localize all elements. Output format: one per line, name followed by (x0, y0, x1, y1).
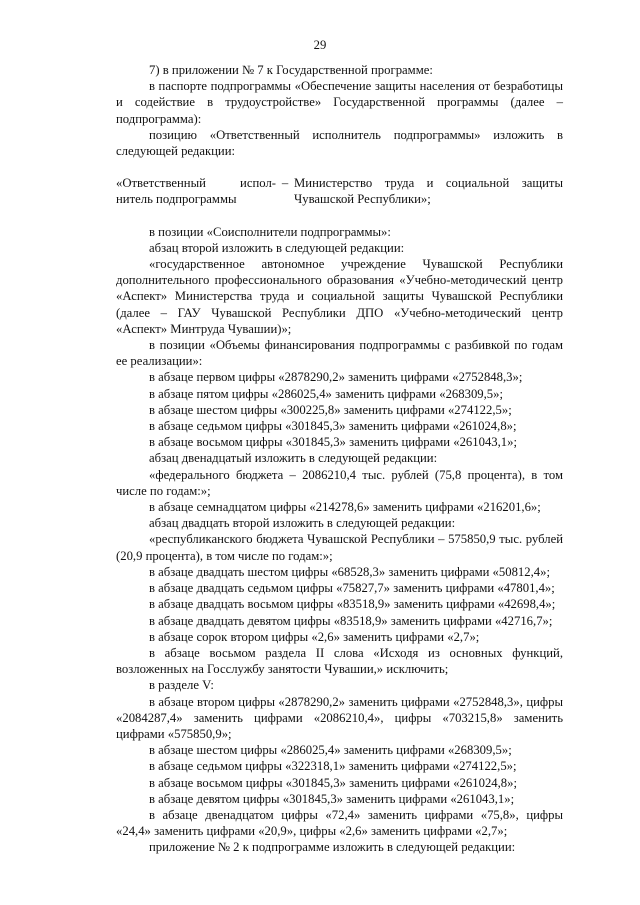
row-value: Министерство труда и социальной защиты Чувашской Республики»; (294, 176, 563, 207)
amendment-paragraph: «государственное автономное учреждение Чувашской Республики дополнительного профессионального образования «Учебно-методический центр «Аспект» Министерства труда и социальной защиты Чувашской Республики (далее – ГАУ Чувашской Республики ДПО «Учебно-методический центр «Аспект» Минтруда Чувашии)»; (116, 257, 563, 336)
amendment-paragraph: «федерального бюджета – 2086210,4 тыс. рублей (75,8 процента), в том числе по годам:»; (116, 467, 563, 498)
amendment-paragraph: в абзаце двадцать шестом цифры «68528,3» заменить цифрами «50812,4»; (149, 564, 551, 579)
amendment-paragraph: в абзаце восьмом раздела II слова «Исходя из основных функций, возложенных на Госслужбу занятости Чувашии,» исключить; (116, 645, 563, 677)
amendment-paragraph: приложение № 2 к подпрограмме изложить в следующей редакции: (149, 840, 516, 855)
row-label-line-2: нитель подпрограммы (116, 192, 237, 207)
amendment-paragraph: в позиции «Объемы финансирования подпрограммы с разбивкой по годам ее реализации»: (116, 338, 563, 369)
amendment-paragraph: в абзаце первом цифры «2878290,2» заменить цифрами «2752848,3»; (149, 370, 523, 385)
amendment-paragraph: абзац двенадцатый изложить в следующей редакции: (149, 451, 438, 466)
amendment-paragraph: в абзаце сорок втором цифры «2,6» заменить цифрами «2,7»; (149, 629, 480, 644)
amendment-paragraph: в абзаце втором цифры «2878290,2» заменить цифрами «2752848,3», цифры «2084287,4» заменить цифрами «2086210,4», цифры «703215,8» заменить цифрами «575850,9»; (116, 694, 563, 741)
amendment-paragraph: в абзаце двадцать восьмом цифры «83518,9» заменить цифрами «42698,4»; (149, 597, 556, 612)
row-label-line-1: «Ответственный испол- (116, 176, 276, 191)
document-body (116, 62, 563, 856)
intro-paragraph-1: 7) в приложении № 7 к Государственной программе: (149, 63, 433, 77)
amendment-paragraph: в абзаце двадцать седьмом цифры «75827,7» заменить цифрами «47801,4»; (149, 581, 555, 596)
amendment-paragraph: в абзаце шестом цифры «286025,4» заменить цифрами «268309,5»; (149, 743, 512, 758)
amendment-paragraph: в разделе V: (149, 678, 214, 693)
amendment-paragraph: в абзаце восьмом цифры «301845,3» заменить цифрами «261024,8»; (149, 775, 518, 790)
row-label (116, 175, 276, 207)
amendment-paragraph: в абзаце седьмом цифры «301845,3» заменить цифрами «261024,8»; (149, 419, 517, 434)
page-number: 29 (313, 38, 327, 52)
amendment-paragraph: в позиции «Соисполнители подпрограммы»: (149, 224, 391, 239)
amendment-paragraph: в абзаце двадцать девятом цифры «83518,9» заменить цифрами «42716,7»; (149, 613, 553, 628)
amendment-paragraphs (116, 224, 563, 856)
amendment-paragraph: в абзаце седьмом цифры «322318,1» заменить цифрами «274122,5»; (149, 759, 517, 774)
amendment-paragraph: «республиканского бюджета Чувашской Республики – 575850,9 тыс. рублей (20,9 процента), в том числе по годам:»; (116, 532, 563, 563)
amendment-paragraph: в абзаце пятом цифры «286025,4» заменить цифрами «268309,5»; (149, 386, 504, 401)
spacer (116, 159, 563, 175)
spacer (116, 208, 563, 224)
amendment-paragraph: абзац двадцать второй изложить в следующей редакции: (149, 516, 456, 531)
amendment-paragraph: в абзаце шестом цифры «300225,8» заменить цифрами «274122,5»; (149, 402, 512, 417)
amendment-paragraph: абзац второй изложить в следующей редакции: (149, 240, 405, 255)
row-dash: – (281, 176, 289, 191)
responsible-executor-row (116, 175, 563, 207)
amendment-paragraph: в абзаце семнадцатом цифры «214278,6» заменить цифрами «216201,6»; (149, 500, 541, 515)
amendment-paragraph: в абзаце двенадцатом цифры «72,4» заменить цифрами «75,8», цифры «24,4» заменить цифрами «20,9», цифры «2,6» заменить цифрами «2,7»; (116, 807, 563, 839)
amendment-paragraph: в абзаце девятом цифры «301845,3» заменить цифрами «261043,1»; (149, 791, 515, 806)
intro-paragraph-3: позицию «Ответственный исполнитель подпрограммы» изложить в следующей редакции: (116, 127, 563, 159)
amendment-paragraph: в абзаце восьмом цифры «301845,3» заменить цифрами «261043,1»; (149, 435, 518, 450)
intro-paragraph-2: в паспорте подпрограммы «Обеспечение защиты населения от безработицы и содействие в трудоустройстве» Государственной программы (далее – подпрограмма): (116, 79, 563, 126)
